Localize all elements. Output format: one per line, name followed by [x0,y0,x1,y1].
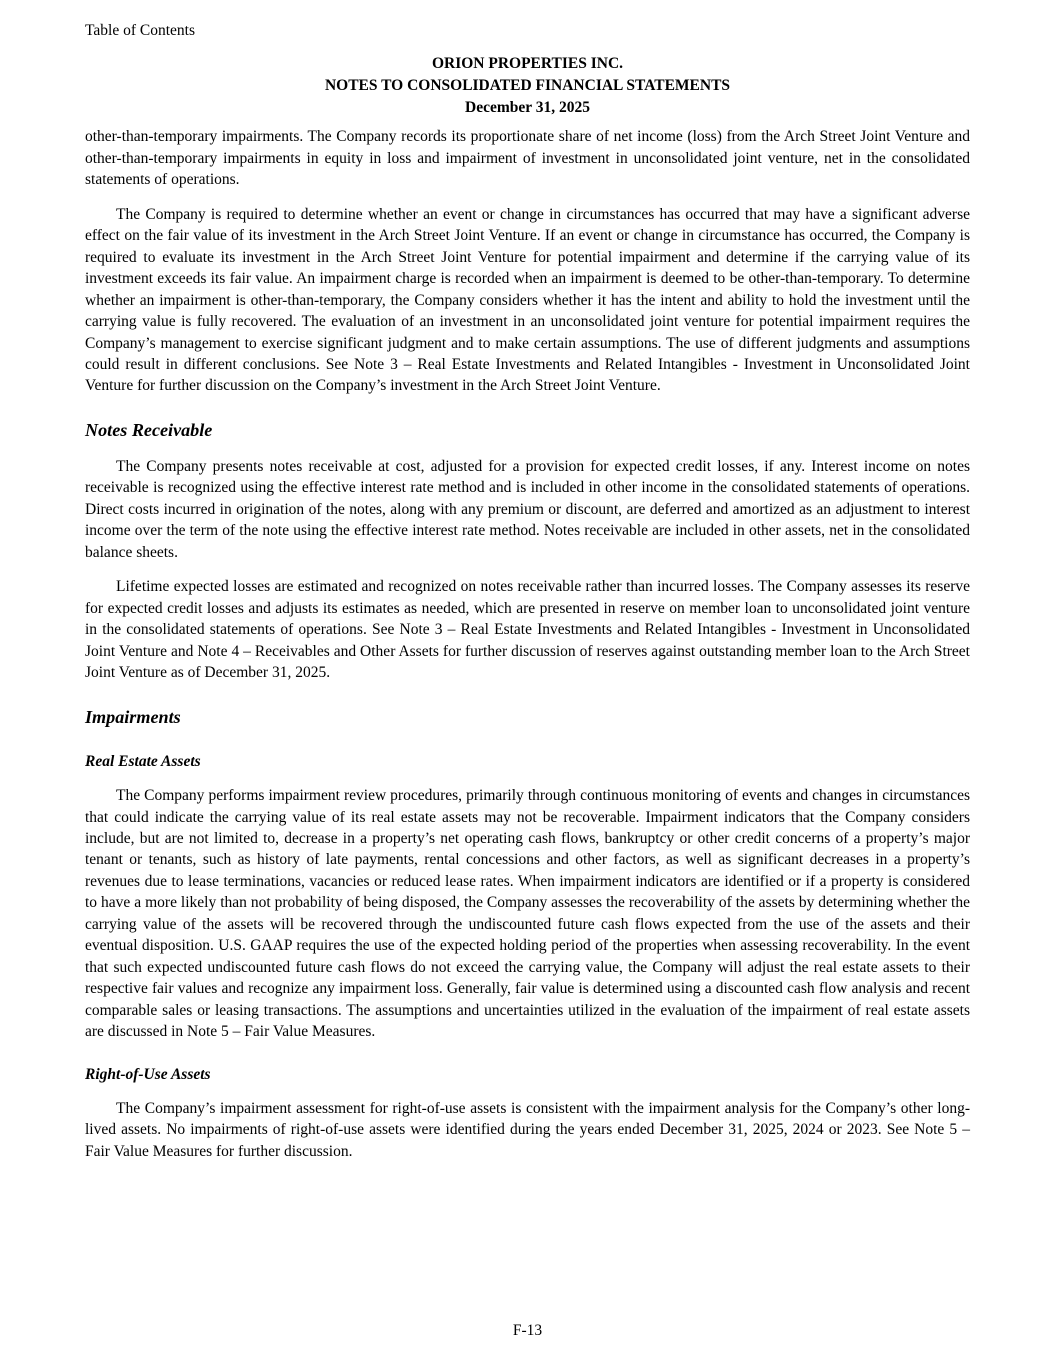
subheading-real-estate-assets: Real Estate Assets [85,752,201,770]
paragraph-notes-receivable-cost: The Company presents notes receivable at cost, adjusted for a provision for expected credit losses, if any. Interest income on notes receivable is recognized using the effective interest rate method and is included in other income in the consolidated statements of operations. Direct costs incurred in origination of the notes, along with any premium or discount, are deferred and amortized as an adjustment to interest income over the term of the note using the effective interest rate method. Notes receivable are included in other assets, net in the consolidated balance sheets. [85,458,970,561]
toc-link-row [85,20,970,41]
subheading-right-of-use-assets: Right-of-Use Assets [85,1065,211,1083]
company-name: ORION PROPERTIES INC. [431,55,624,73]
document-header [85,53,970,119]
heading-notes-receivable: Notes Receivable [85,419,213,440]
continuation-paragraph: other-than-temporary impairments. The Company records its proportionate share of net income (loss) from the Arch Street Joint Venture and other-than-temporary impairments in equity in loss and impairment of investment in unconsolidated joint venture, net in the consolidated statements of operations. [85,128,970,189]
table-of-contents-link[interactable]: Table of Contents [85,22,195,39]
document-date: December 31, 2025 [465,99,590,117]
page-number-footer: F-13 [512,1321,543,1339]
paragraph-right-of-use-impairment: The Company’s impairment assessment for right-of-use assets is consistent with the impairment analysis for the Company’s other long-lived assets. No impairments of right-of-use assets were identified during the years ended December 31, 2025, 2024 or 2023. See Note 5 – Fair Value Measures for further discussion. [85,1099,970,1160]
document-body [85,119,970,1162]
paragraph-investment-evaluation: The Company is required to determine whether an event or change in circumstances has occurred that may have a significant adverse effect on the fair value of its investment in the Arch Street Joint Venture. If an event or change in circumstance has occurred, the Company is required to evaluate its investment in the Arch Street Joint Venture for potential impairment and determine if the carrying value of its investment exceeds its fair value. An impairment charge is recorded when an impairment is deemed to be other-than-temporary. To determine whether an impairment is other-than-temporary, the Company considers whether it has the intent and ability to hold the investment until the carrying value is fully recovered. The evaluation of an investment in an unconsolidated joint venture for potential impairment requires the Company’s management to exercise significant judgment and to make certain assumptions. The use of different judgments and assumptions could result in different conclusions. See Note 3 – Real Estate Investments and Related Intangibles - Investment in Unconsolidated Joint Venture for further discussion on the Company’s investment in the Arch Street Joint Venture. [85,205,970,395]
paragraph-impairment-review: The Company performs impairment review procedures, primarily through continuous monitoring of events and changes in circumstances that could indicate the carrying value of its real estate assets may not be recoverable. Impairment indicators that the Company considers include, but are not limited to, decrease in a property’s net operating cash flows, bankruptcy or other credit concerns of a property’s major tenant or tenants, such as history of late payments, rental concessions and other factors, as well as significant decreases in a property’s revenues due to lease terminations, vacancies or reduced lease rates. When impairment indicators are identified or if a property is considered to have a more likely than not probability of being disposed, the Company assesses the recoverability of the assets by determining whether the carrying value of the assets will be recovered through the undiscounted future cash flows expected from the use of the assets and their eventual disposition. U.S. GAAP requires the use of the expected holding period of the properties when assessing recoverability. In the event that such expected undiscounted future cash flows do not exceed the carrying value, the Company will adjust the real estate assets to their respective fair values and recognize any impairment loss. Generally, fair value is determined using a discounted cash flow analysis and recent comparable sales or leasing transactions. The assumptions and uncertainties utilized in the evaluation of the impairment of real estate assets are discussed in Note 5 – Fair Value Measures. [85,787,970,1041]
document-title: NOTES TO CONSOLIDATED FINANCIAL STATEMENTS [324,77,731,95]
heading-impairments: Impairments [85,706,181,727]
paragraph-lifetime-expected-losses: Lifetime expected losses are estimated and recognized on notes receivable rather than incurred losses. The Company assesses its reserve for expected credit losses and adjusts its estimates as needed, which are presented in reserve on member loan to unconsolidated joint venture in the consolidated statements of operations. See Note 3 – Real Estate Investments and Related Intangibles - Investment in Unconsolidated Joint Venture and Note 4 – Receivables and Other Assets for further discussion of reserves against outstanding member loan to the Arch Street Joint Venture as of December 31, 2025. [85,578,970,682]
